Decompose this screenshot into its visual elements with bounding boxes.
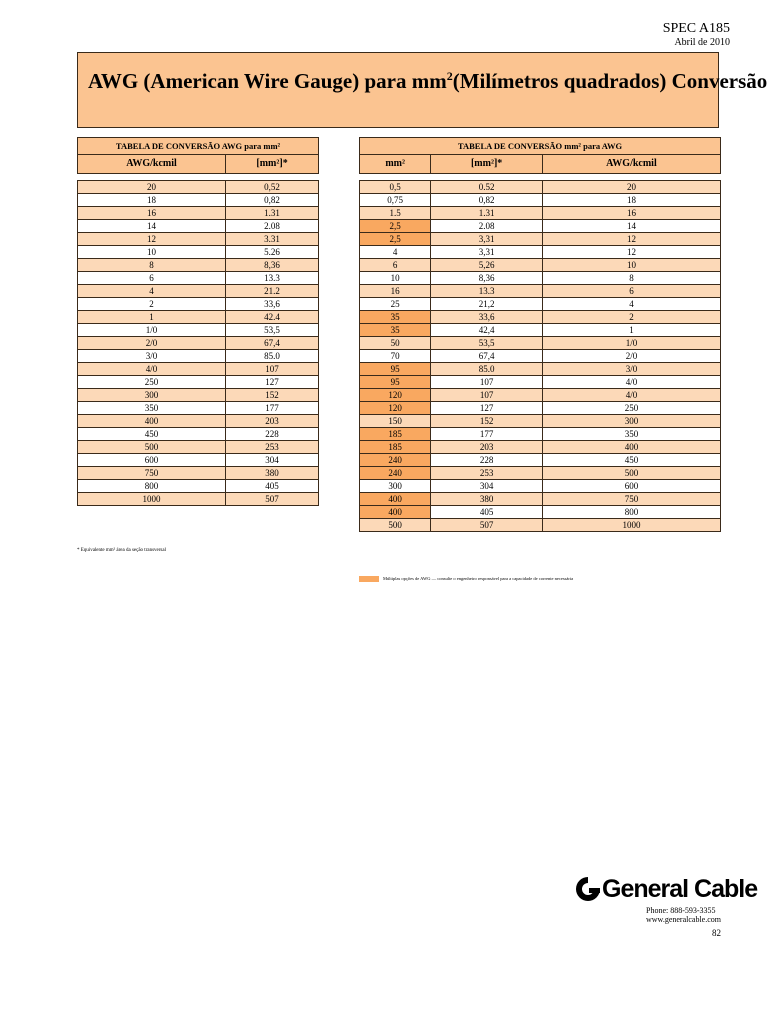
table-cell: 1.31 xyxy=(226,207,319,220)
table-cell: 5,26 xyxy=(431,259,543,272)
table-cell: 3/0 xyxy=(78,350,226,363)
table-cell: 21,2 xyxy=(431,298,543,311)
table-row xyxy=(360,337,721,350)
table-row xyxy=(360,376,721,389)
table-row xyxy=(78,285,319,298)
spacer-cell xyxy=(360,174,721,181)
table-cell: 600 xyxy=(78,454,226,467)
table-cell: 250 xyxy=(78,376,226,389)
table-cell: 53,5 xyxy=(431,337,543,350)
general-cable-logo xyxy=(574,874,757,904)
table-row xyxy=(78,337,319,350)
table-cell: 6 xyxy=(78,272,226,285)
table-row xyxy=(360,415,721,428)
table-cell: 1.31 xyxy=(431,207,543,220)
table-cell: 8 xyxy=(542,272,720,285)
table-row xyxy=(78,220,319,233)
table-cell: 21.2 xyxy=(226,285,319,298)
table-row xyxy=(360,441,721,454)
table-cell: 107 xyxy=(226,363,319,376)
table-cell: 20 xyxy=(78,181,226,194)
table-cell: 13.3 xyxy=(226,272,319,285)
table-cell: 2,5 xyxy=(360,233,431,246)
table-cell: 2/0 xyxy=(542,350,720,363)
table-cell: 2 xyxy=(78,298,226,311)
table-cell: 8,36 xyxy=(226,259,319,272)
table-row xyxy=(360,389,721,402)
table-cell: 14 xyxy=(542,220,720,233)
table-cell: 507 xyxy=(226,493,319,506)
table-cell: 185 xyxy=(360,441,431,454)
table-row xyxy=(78,207,319,220)
table-cell: 1/0 xyxy=(78,324,226,337)
table-cell: 177 xyxy=(226,402,319,415)
table-cell: 150 xyxy=(360,415,431,428)
table-cell: 16 xyxy=(360,285,431,298)
table-cell: 300 xyxy=(542,415,720,428)
table-row xyxy=(78,181,319,194)
table-cell: 253 xyxy=(431,467,543,480)
legend xyxy=(359,576,573,582)
table-cell: 500 xyxy=(78,441,226,454)
table-cell: 42.4 xyxy=(226,311,319,324)
table-cell: 3,31 xyxy=(431,233,543,246)
table-cell: 400 xyxy=(542,441,720,454)
table-row xyxy=(360,272,721,285)
table-cell: 152 xyxy=(431,415,543,428)
legend-swatch xyxy=(359,576,379,582)
table-cell: 300 xyxy=(78,389,226,402)
table-cell: 107 xyxy=(431,389,543,402)
table-cell: 400 xyxy=(360,493,431,506)
table-cell: 0,82 xyxy=(431,194,543,207)
table-row xyxy=(360,519,721,532)
spec-code: SPEC A185 xyxy=(662,21,730,36)
table-cell: 8,36 xyxy=(431,272,543,285)
table-cell: 1/0 xyxy=(542,337,720,350)
table-row xyxy=(78,428,319,441)
table-cell: 380 xyxy=(431,493,543,506)
table-cell: 0,75 xyxy=(360,194,431,207)
table-header-row xyxy=(360,155,721,174)
table-row xyxy=(78,350,319,363)
column-header: AWG/kcmil xyxy=(542,155,720,174)
table-row xyxy=(360,298,721,311)
table-cell: 20 xyxy=(542,181,720,194)
table-cell: 250 xyxy=(542,402,720,415)
table-row xyxy=(360,324,721,337)
table-row xyxy=(78,415,319,428)
table-cell: 5.26 xyxy=(226,246,319,259)
table-caption-row xyxy=(78,138,319,155)
mm2-to-awg-table xyxy=(359,137,721,532)
table-cell: 405 xyxy=(431,506,543,519)
title-main: AWG (American Wire Gauge) para mm xyxy=(88,69,447,93)
table-row xyxy=(78,402,319,415)
table-cell: 750 xyxy=(542,493,720,506)
table-cell: 13.3 xyxy=(431,285,543,298)
table-cell: 10 xyxy=(542,259,720,272)
table-row xyxy=(78,441,319,454)
table-cell: 18 xyxy=(78,194,226,207)
page-title xyxy=(88,64,767,93)
table-row xyxy=(78,272,319,285)
table-cell: 67,4 xyxy=(431,350,543,363)
table-row xyxy=(360,428,721,441)
table-cell: 16 xyxy=(78,207,226,220)
website: www.generalcable.com xyxy=(646,915,721,924)
table-cell: 1.5 xyxy=(360,207,431,220)
table-row xyxy=(360,480,721,493)
footnote: * Equivalente mm² área da seção transversal xyxy=(77,548,166,553)
table-cell: 203 xyxy=(431,441,543,454)
table-cell: 10 xyxy=(360,272,431,285)
table-cell: 18 xyxy=(542,194,720,207)
table-cell: 12 xyxy=(78,233,226,246)
contact-info xyxy=(646,906,721,924)
table-cell: 500 xyxy=(360,519,431,532)
table-cell: 2.08 xyxy=(431,220,543,233)
table-cell: 2,5 xyxy=(360,220,431,233)
table-cell: 304 xyxy=(226,454,319,467)
table-cell: 600 xyxy=(542,480,720,493)
table-row xyxy=(360,181,721,194)
table-cell: 3,31 xyxy=(431,246,543,259)
table-cell: 107 xyxy=(431,376,543,389)
table-cell: 0,5 xyxy=(360,181,431,194)
table-row xyxy=(78,480,319,493)
table-caption: TABELA DE CONVERSÃO mm² para AWG xyxy=(360,138,721,155)
table-cell: 50 xyxy=(360,337,431,350)
table-row xyxy=(78,246,319,259)
table-cell: 67,4 xyxy=(226,337,319,350)
table-row xyxy=(78,233,319,246)
table-row xyxy=(78,311,319,324)
table-cell: 120 xyxy=(360,402,431,415)
table-spacer xyxy=(360,174,721,181)
table-cell: 0.52 xyxy=(431,181,543,194)
table-caption: TABELA DE CONVERSÃO AWG para mm² xyxy=(78,138,319,155)
table-cell: 800 xyxy=(78,480,226,493)
table-cell: 1 xyxy=(78,311,226,324)
table-spacer xyxy=(78,174,319,181)
table-row xyxy=(78,493,319,506)
table-cell: 228 xyxy=(226,428,319,441)
table-cell: 10 xyxy=(78,246,226,259)
table-row xyxy=(78,454,319,467)
table-cell: 12 xyxy=(542,246,720,259)
table-cell: 4/0 xyxy=(542,376,720,389)
table-cell: 85.0 xyxy=(431,363,543,376)
table-cell: 33,6 xyxy=(226,298,319,311)
table-cell: 42,4 xyxy=(431,324,543,337)
table-caption-row xyxy=(360,138,721,155)
table-cell: 1000 xyxy=(542,519,720,532)
table-cell: 12 xyxy=(542,233,720,246)
table-cell: 0,82 xyxy=(226,194,319,207)
table-cell: 750 xyxy=(78,467,226,480)
table-cell: 127 xyxy=(226,376,319,389)
table-cell: 507 xyxy=(431,519,543,532)
table-cell: 35 xyxy=(360,311,431,324)
table-row xyxy=(78,298,319,311)
table-cell: 85.0 xyxy=(226,350,319,363)
table-cell: 300 xyxy=(360,480,431,493)
table-cell: 3.31 xyxy=(226,233,319,246)
table-row xyxy=(78,194,319,207)
table-cell: 53,5 xyxy=(226,324,319,337)
table-cell: 4 xyxy=(360,246,431,259)
table-cell: 253 xyxy=(226,441,319,454)
table-row xyxy=(78,467,319,480)
page-number: 82 xyxy=(712,928,721,938)
table-cell: 4 xyxy=(78,285,226,298)
table-row xyxy=(360,259,721,272)
table-cell: 25 xyxy=(360,298,431,311)
table-cell: 4/0 xyxy=(78,363,226,376)
table-cell: 450 xyxy=(78,428,226,441)
table-cell: 70 xyxy=(360,350,431,363)
table-row xyxy=(360,506,721,519)
table-cell: 152 xyxy=(226,389,319,402)
table-cell: 350 xyxy=(78,402,226,415)
table-row xyxy=(360,467,721,480)
table-row xyxy=(360,363,721,376)
legend-text: Múltiplas opções de AWG — consulte o engenheiro responsável para a capacidade de corrente necessária xyxy=(383,576,574,581)
column-header: [mm²]* xyxy=(226,155,319,174)
title-superscript: 2 xyxy=(446,69,453,83)
awg-to-mm2-table xyxy=(77,137,319,506)
table-cell: 16 xyxy=(542,207,720,220)
table-cell: 380 xyxy=(226,467,319,480)
table-row xyxy=(360,285,721,298)
table-cell: 177 xyxy=(431,428,543,441)
table-cell: 350 xyxy=(542,428,720,441)
table-row xyxy=(360,233,721,246)
table-row xyxy=(360,311,721,324)
table-cell: 95 xyxy=(360,376,431,389)
table-cell: 14 xyxy=(78,220,226,233)
table-cell: 240 xyxy=(360,467,431,480)
table-cell: 405 xyxy=(226,480,319,493)
table-cell: 2 xyxy=(542,311,720,324)
table-cell: 127 xyxy=(431,402,543,415)
table-cell: 35 xyxy=(360,324,431,337)
table-row xyxy=(78,376,319,389)
table-cell: 400 xyxy=(78,415,226,428)
column-header: mm² xyxy=(360,155,431,174)
column-header: [mm²]* xyxy=(431,155,543,174)
logo-text: General Cable xyxy=(602,875,758,903)
table-cell: 304 xyxy=(431,480,543,493)
title-rest: (Milímetros quadrados) Conversão xyxy=(452,69,768,93)
column-header: AWG/kcmil xyxy=(78,155,226,174)
table-row xyxy=(360,207,721,220)
table-row xyxy=(360,194,721,207)
table-row xyxy=(78,363,319,376)
table-header-row xyxy=(78,155,319,174)
table-cell: 8 xyxy=(78,259,226,272)
table-cell: 2.08 xyxy=(226,220,319,233)
table-cell: 1000 xyxy=(78,493,226,506)
table-cell: 6 xyxy=(360,259,431,272)
table-cell: 400 xyxy=(360,506,431,519)
table-cell: 228 xyxy=(431,454,543,467)
table-cell: 240 xyxy=(360,454,431,467)
table-cell: 120 xyxy=(360,389,431,402)
table-cell: 95 xyxy=(360,363,431,376)
table-cell: 500 xyxy=(542,467,720,480)
table-row xyxy=(360,493,721,506)
publish-date: Abril de 2010 xyxy=(674,37,730,48)
general-cable-logo-icon xyxy=(574,875,602,903)
spacer-cell xyxy=(78,174,319,181)
table-row xyxy=(78,389,319,402)
table-cell: 4/0 xyxy=(542,389,720,402)
table-row xyxy=(78,324,319,337)
table-row xyxy=(360,220,721,233)
table-row xyxy=(360,402,721,415)
table-row xyxy=(360,246,721,259)
table-row xyxy=(360,350,721,363)
table-cell: 185 xyxy=(360,428,431,441)
table-cell: 203 xyxy=(226,415,319,428)
table-cell: 800 xyxy=(542,506,720,519)
table-cell: 2/0 xyxy=(78,337,226,350)
table-cell: 1 xyxy=(542,324,720,337)
table-cell: 450 xyxy=(542,454,720,467)
table-cell: 0,52 xyxy=(226,181,319,194)
phone-number: Phone: 888-593-3355 xyxy=(646,906,716,915)
table-cell: 3/0 xyxy=(542,363,720,376)
table-cell: 4 xyxy=(542,298,720,311)
table-cell: 6 xyxy=(542,285,720,298)
table-cell: 33,6 xyxy=(431,311,543,324)
table-row xyxy=(360,454,721,467)
table-row xyxy=(78,259,319,272)
